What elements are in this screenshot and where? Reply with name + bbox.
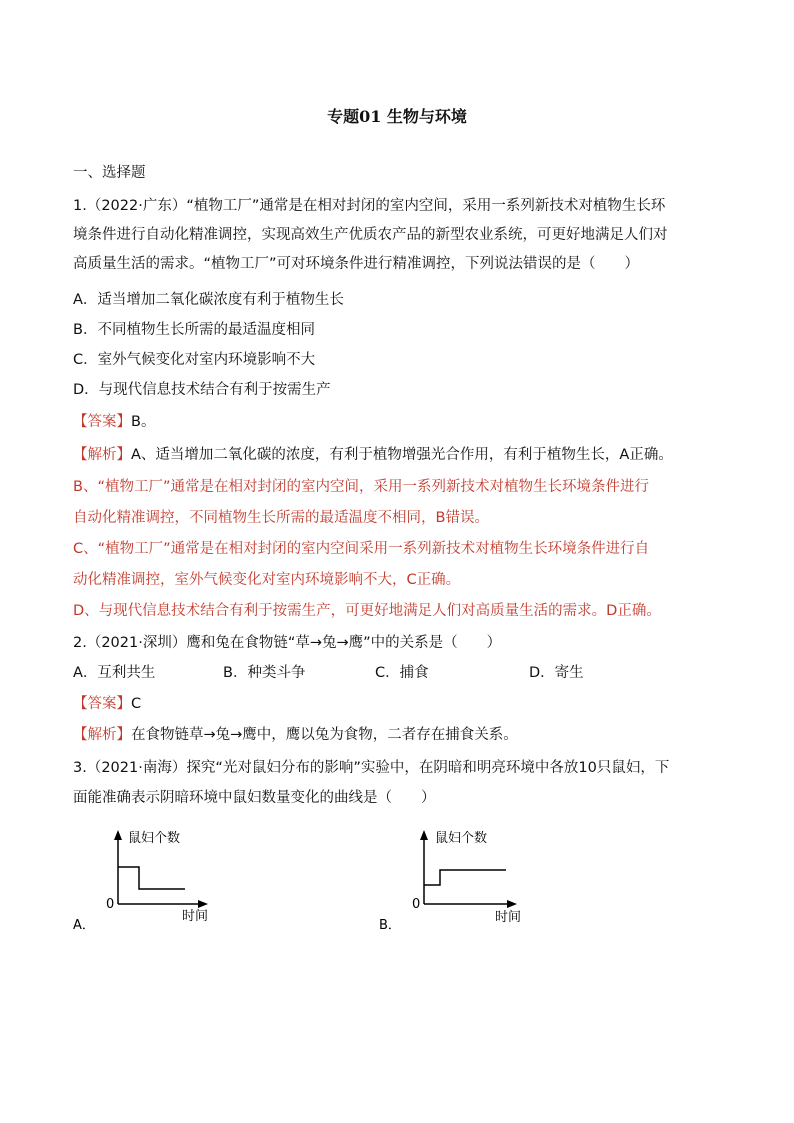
- q3-graph-a-svg: [73, 826, 233, 936]
- q2-option-a: A．互利共生: [73, 665, 156, 681]
- q1-analysis-line-2: B、“植物工厂”通常是在相对封闭的室内空间，采用一系列新技术对植物生长环境条件进行: [73, 479, 649, 495]
- q1-analysis-line-3: 自动化精准调控，不同植物生长所需的最适温度不相同，B错误。: [73, 510, 489, 526]
- q1-analysis-line-1: [73, 445, 733, 465]
- q1-stem-line-3: 高质量生活的需求。“植物工厂”可对环境条件进行精准调控，下列说法错误的是（ ）: [73, 256, 640, 272]
- q2-option-d: D．寄生: [529, 665, 584, 681]
- curve-line: [118, 867, 185, 889]
- q2-analysis: [73, 725, 733, 745]
- answer-value: B。: [131, 414, 156, 430]
- x-axis-label: 时间: [182, 909, 209, 924]
- q1-analysis-line-5: 动化精准调控，室外气候变化对室内环境影响不大，C正确。: [73, 572, 461, 588]
- q2-answer: [73, 694, 733, 714]
- answer-tag: 【答案】: [73, 696, 131, 712]
- q2-options: [73, 663, 733, 683]
- q1-stem-line-1: 1.（2022·广东）“植物工厂”通常是在相对封闭的室内空间，采用一系列新技术对植物生长环: [73, 198, 666, 214]
- q2-option-c: C．捕食: [375, 665, 429, 681]
- analysis-text: 在食物链草→兔→鹰中，鹰以兔为食物，二者存在捕食关系。: [131, 727, 518, 743]
- answer-value: C: [131, 696, 142, 712]
- analysis-text: A、适当增加二氧化碳的浓度，有利于植物增强光合作用，有利于植物生长，A正确。: [131, 447, 673, 463]
- analysis-tag: 【解析】: [73, 447, 131, 463]
- q1-option-b: B．不同植物生长所需的最适温度相同: [73, 322, 315, 338]
- y-axis-arrow: [420, 830, 428, 840]
- y-axis-arrow: [114, 830, 122, 840]
- origin-label: 0: [412, 897, 421, 912]
- q3-graph-b-svg: [379, 826, 549, 936]
- y-axis-label: 鼠妇个数: [128, 831, 181, 846]
- page-title: 专题01 生物与环境: [327, 107, 467, 126]
- q2-option-b: B．种类斗争: [223, 665, 306, 681]
- x-axis-arrow: [507, 900, 517, 908]
- q3-stem-line-1: 3.（2021·南海）探究“光对鼠妇分布的影响”实验中，在阴暗和明亮环境中各放10只鼠妇，下: [73, 760, 670, 776]
- q3-graph-b: [379, 826, 549, 936]
- analysis-tag: 【解析】: [73, 727, 131, 743]
- answer-tag: 【答案】: [73, 414, 131, 430]
- y-axis-label: 鼠妇个数: [435, 831, 488, 846]
- q1-answer: [73, 412, 733, 432]
- section-heading: 一、选择题: [73, 165, 146, 181]
- x-axis-arrow: [198, 900, 208, 908]
- origin-label: 0: [106, 897, 115, 912]
- q3-graph-a: [73, 826, 233, 936]
- q1-option-c: C．室外气候变化对室内环境影响不大: [73, 352, 316, 368]
- curve-line: [424, 870, 506, 885]
- q3-stem-line-2: 面能准确表示阴暗环境中鼠妇数量变化的曲线是（ ）: [73, 790, 436, 806]
- q1-option-d: D．与现代信息技术结合有利于按需生产: [73, 382, 331, 398]
- q1-analysis-line-6: D、与现代信息技术结合有利于按需生产，可更好地满足人们对高质量生活的需求。D正确。: [73, 603, 661, 619]
- q1-analysis-line-4: C、“植物工厂”通常是在相对封闭的室内空间采用一系列新技术对植物生长环境条件进行自: [73, 541, 650, 557]
- option-label: B．: [379, 918, 401, 933]
- q1-stem-line-2: 境条件进行自动化精准调控，实现高效生产优质农产品的新型农业系统，可更好地满足人们对: [73, 227, 668, 243]
- x-axis-label: 时间: [495, 910, 522, 925]
- q1-option-a: A．适当增加二氧化碳浓度有利于植物生长: [73, 292, 344, 308]
- option-label: A．: [73, 918, 95, 933]
- q2-stem: 2.（2021·深圳）鹰和兔在食物链“草→兔→鹰”中的关系是（ ）: [73, 635, 502, 651]
